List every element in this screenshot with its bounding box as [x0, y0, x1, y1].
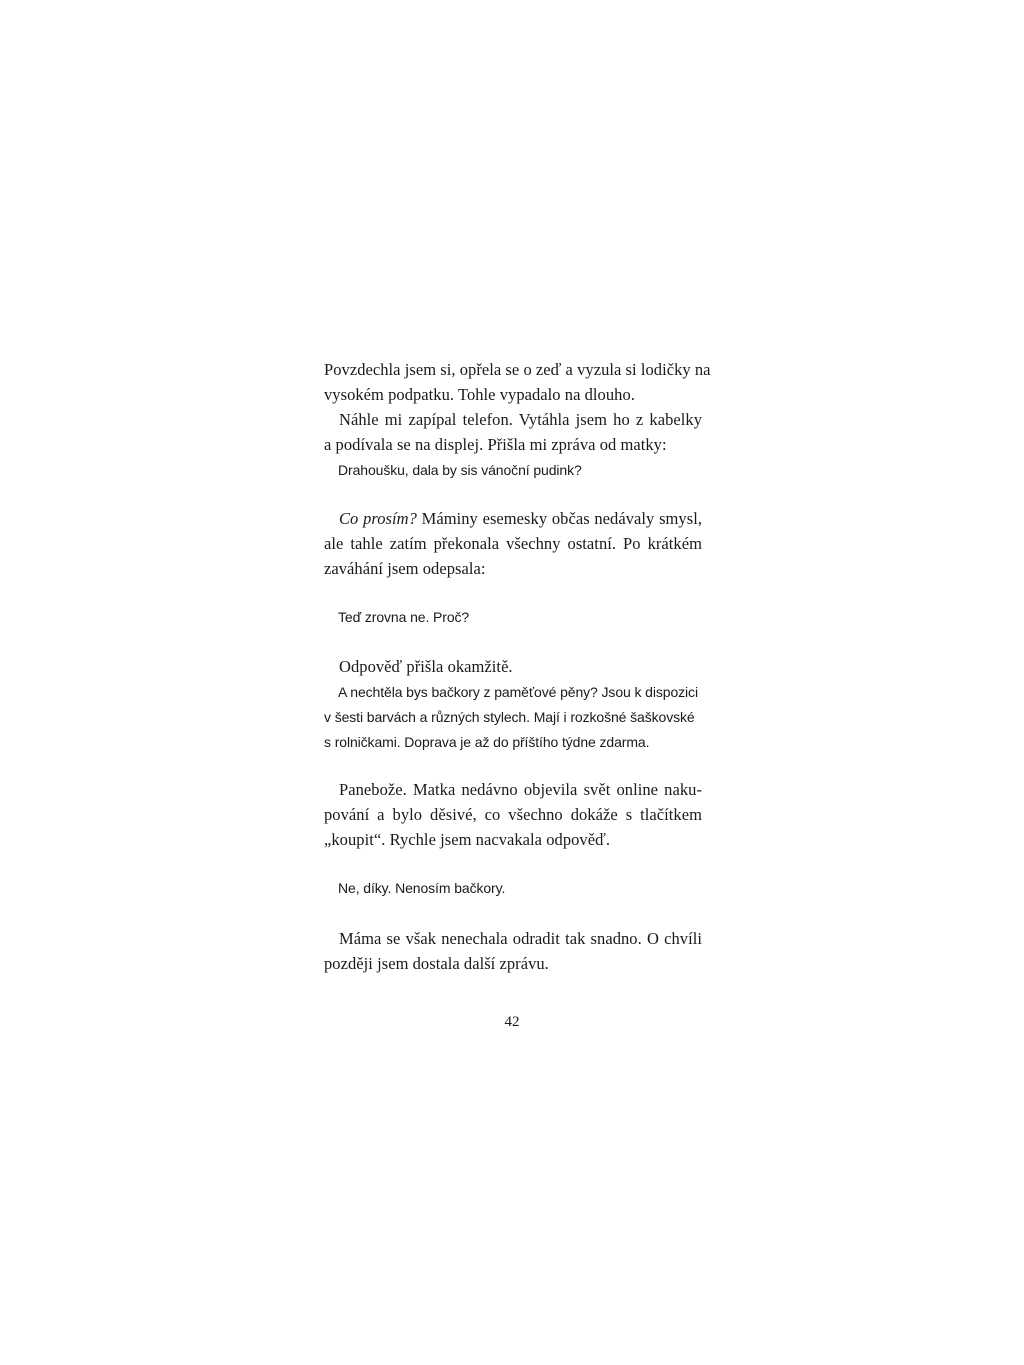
- paragraph-2-line-2: a podívala se na displej. Přišla mi zpráva od matky:: [324, 435, 667, 454]
- sms-message-3-line-3: s rolničkami. Doprava je až do příštího týdne zdarma.: [324, 734, 650, 750]
- sms-message-3-line-2: v šesti barvách a různých stylech. Mají i rozkošné šaškovské: [324, 709, 695, 725]
- paragraph-3-line-2: ale tahle zatím překonala všechny ostatní. Po krátkém: [324, 534, 702, 553]
- sms-message-4: Ne, díky. Nenosím bačkory.: [338, 880, 506, 896]
- paragraph-4: Odpověď přišla okamžitě.: [339, 657, 513, 676]
- paragraph-5-line-2: pování a bylo děsivé, co všechno dokáže s tlačítkem: [324, 805, 702, 824]
- paragraph-1-line-2: vysokém podpatku. Tohle vypadalo na dlouho.: [324, 385, 635, 404]
- paragraph-1-line-1: Povzdechla jsem si, opřela se o zeď a vyzula si lodičky na: [324, 360, 711, 379]
- paragraph-6-line-1: Máma se však nenechala odradit tak snadno. O chvíli: [339, 929, 702, 948]
- paragraph-3-line-1: [339, 509, 702, 529]
- sms-message-3-line-1: A nechtěla bys bačkory z paměťové pěny? Jsou k dispozici: [338, 684, 698, 700]
- page-number: 42: [504, 1014, 520, 1030]
- sms-message-2: Teď zrovna ne. Proč?: [338, 609, 470, 625]
- paragraph-5-line-1: Panebože. Matka nedávno objevila svět online naku-: [339, 780, 702, 799]
- paragraph-3-line-3: zaváhání jsem odepsala:: [324, 559, 486, 578]
- paragraph-5-line-3: „koupit“. Rychle jsem nacvakala odpověď.: [324, 830, 610, 849]
- sms-message-1: Drahoušku, dala by sis vánoční pudink?: [338, 462, 582, 478]
- italic-phrase: Co prosím?: [339, 509, 417, 528]
- paragraph-6-line-2: později jsem dostala další zprávu.: [324, 954, 549, 973]
- paragraph-3-line-1-rest: Máminy esemesky občas nedávaly smysl,: [416, 509, 702, 528]
- paragraph-2-line-1: Náhle mi zapípal telefon. Vytáhla jsem ho z kabelky: [339, 410, 702, 429]
